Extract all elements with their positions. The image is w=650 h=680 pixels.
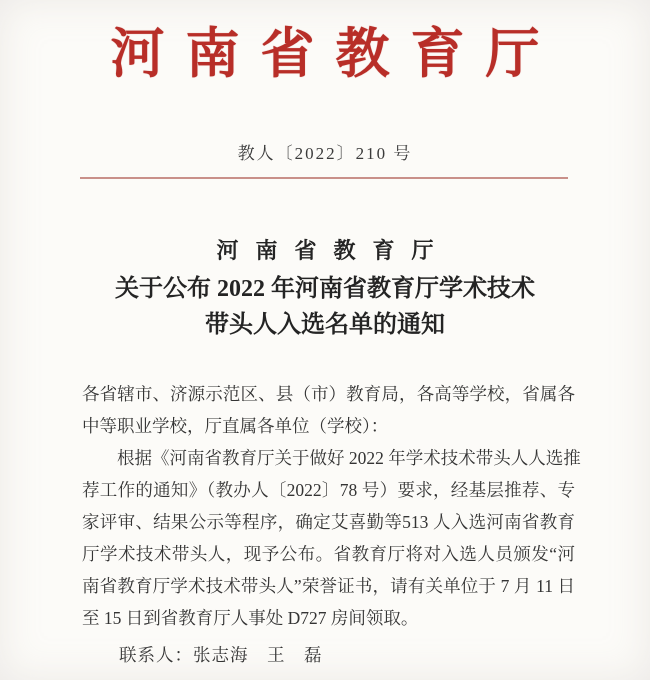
body-line-recipients-1: 各省辖市、济源示范区、县（市）教育局，各高等学校，省属各 xyxy=(82,384,575,404)
body-line-contact-persons: 联系人：张志海 王 磊 xyxy=(82,645,323,665)
body-line-paragraph-5: 南省教育厅学术技术带头人”荣誉证书，请有关单位于 7 月 11 日 xyxy=(82,576,575,596)
title-agency-line: 河南省教育厅 xyxy=(216,238,451,263)
title-subject-line-1: 关于公布 2022 年河南省教育厅学术技术 xyxy=(115,276,535,302)
body-line-paragraph-2: 荐工作的通知》（教办人〔2022〕78 号）要求，经基层推荐、专 xyxy=(82,480,575,500)
document-title xyxy=(0,237,650,340)
document-body xyxy=(82,378,581,671)
document-number: 教人〔2022〕210 号 xyxy=(237,144,413,163)
body-line-paragraph-6: 至 15 日到省教育厅人事处 D727 房间领取。 xyxy=(82,608,419,628)
title-subject-line-2: 带头人入选名单的通知 xyxy=(205,312,445,338)
body-line-paragraph-4: 厅学术技术带头人，现予公布。省教育厅将对入选人员颁发“河 xyxy=(82,544,575,564)
body-line-recipients-2: 中等职业学校，厅直属各单位（学校）： xyxy=(82,416,389,436)
red-divider-line xyxy=(80,177,568,179)
body-line-paragraph-1: 根据《河南省教育厅关于做好 2022 年学术技术带头人人选推 xyxy=(82,448,581,468)
body-line-paragraph-3: 家评审、结果公示等程序，确定艾喜勤等513 人入选河南省教育 xyxy=(82,512,575,532)
letterhead-agency-name: 河南省教育厅 xyxy=(110,24,561,84)
